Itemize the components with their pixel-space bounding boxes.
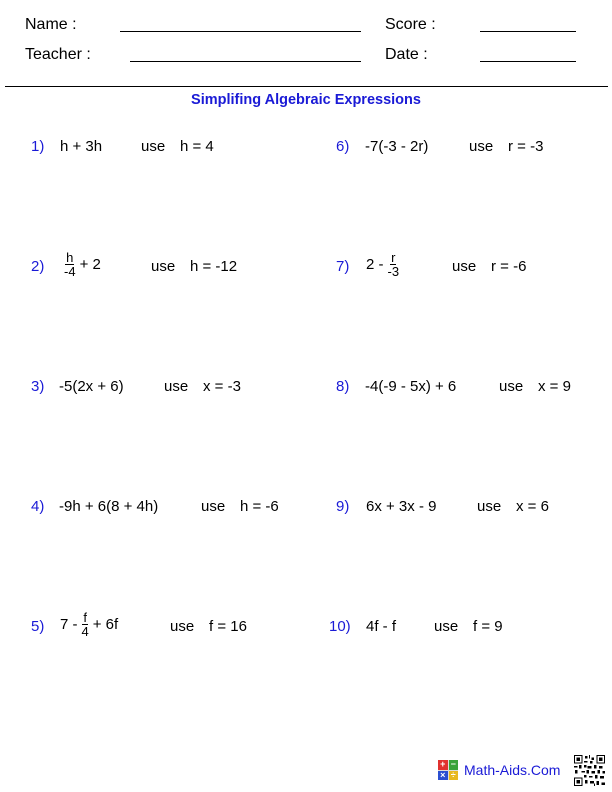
score-label: Score : [385,16,436,33]
substitution: r = -3 [508,138,544,155]
plus-symbol: + [438,760,448,770]
expression-tail: + 6f [92,615,119,633]
use-label: use [499,378,524,395]
problem-number: 4) [31,498,45,515]
problem-expression: 4f - f [366,618,397,635]
problem-number: 1) [31,138,45,155]
use-label: use [452,258,477,275]
problem-number: 8) [336,378,350,395]
numerator: r [391,250,396,265]
problem-expression: -7(-3 - 2r) [365,138,429,155]
problem-expression: -9h + 6(8 + 4h) [59,498,159,515]
problem-expression [60,251,101,278]
date-field[interactable] [480,61,576,62]
problem-number: 3) [31,378,45,395]
use-label: use [434,618,459,635]
problem-number: 7) [336,258,350,275]
expression-tail: + 2 [79,255,101,273]
substitution: h = -12 [190,258,238,275]
expression-head: 2 - [366,255,384,273]
problem-expression [60,611,118,638]
problem-number: 6) [336,138,350,155]
denominator: 4 [81,624,89,639]
numerator: h [66,250,74,265]
substitution: r = -6 [491,258,527,275]
name-field[interactable] [120,31,361,32]
problem-number: 10) [329,618,351,635]
problem-expression: 6x + 3x - 9 [366,498,437,515]
fraction [63,251,77,278]
brand-link[interactable]: Math-Aids.Com [464,762,561,778]
score-field[interactable] [480,31,576,32]
teacher-field[interactable] [130,61,361,62]
name-label: Name : [25,16,77,33]
minus-symbol: − [449,760,459,770]
problem-number: 9) [336,498,350,515]
substitution: h = 4 [180,138,214,155]
use-label: use [201,498,226,515]
denominator: -3 [387,264,400,279]
footer-brand[interactable] [438,760,560,780]
use-label: use [141,138,166,155]
use-label: use [164,378,189,395]
problem-expression: -5(2x + 6) [59,378,124,395]
date-label: Date : [385,46,428,63]
teacher-label: Teacher : [25,46,91,63]
divide-symbol: ÷ [449,771,459,781]
problem-expression [366,251,403,278]
header-divider [5,86,608,87]
problem-number: 5) [31,618,45,635]
substitution: x = 6 [516,498,549,515]
expression-head: 7 - [60,615,78,633]
times-symbol: × [438,771,448,781]
substitution: f = 9 [473,618,503,635]
substitution: h = -6 [240,498,279,515]
substitution: f = 16 [209,618,247,635]
substitution: x = 9 [538,378,571,395]
fraction [387,251,401,278]
qr-code-icon [574,755,605,786]
use-label: use [151,258,176,275]
denominator: -4 [64,264,76,279]
use-label: use [170,618,195,635]
calculator-icon [438,760,458,780]
problem-expression: -4(-9 - 5x) + 6 [365,378,457,395]
use-label: use [469,138,494,155]
problem-number: 2) [31,258,45,275]
worksheet-title: Simplifing Algebraic Expressions [191,92,421,108]
use-label: use [477,498,502,515]
numerator: f [83,610,87,625]
fraction [81,611,90,638]
problem-expression: h + 3h [60,138,103,155]
substitution: x = -3 [203,378,241,395]
